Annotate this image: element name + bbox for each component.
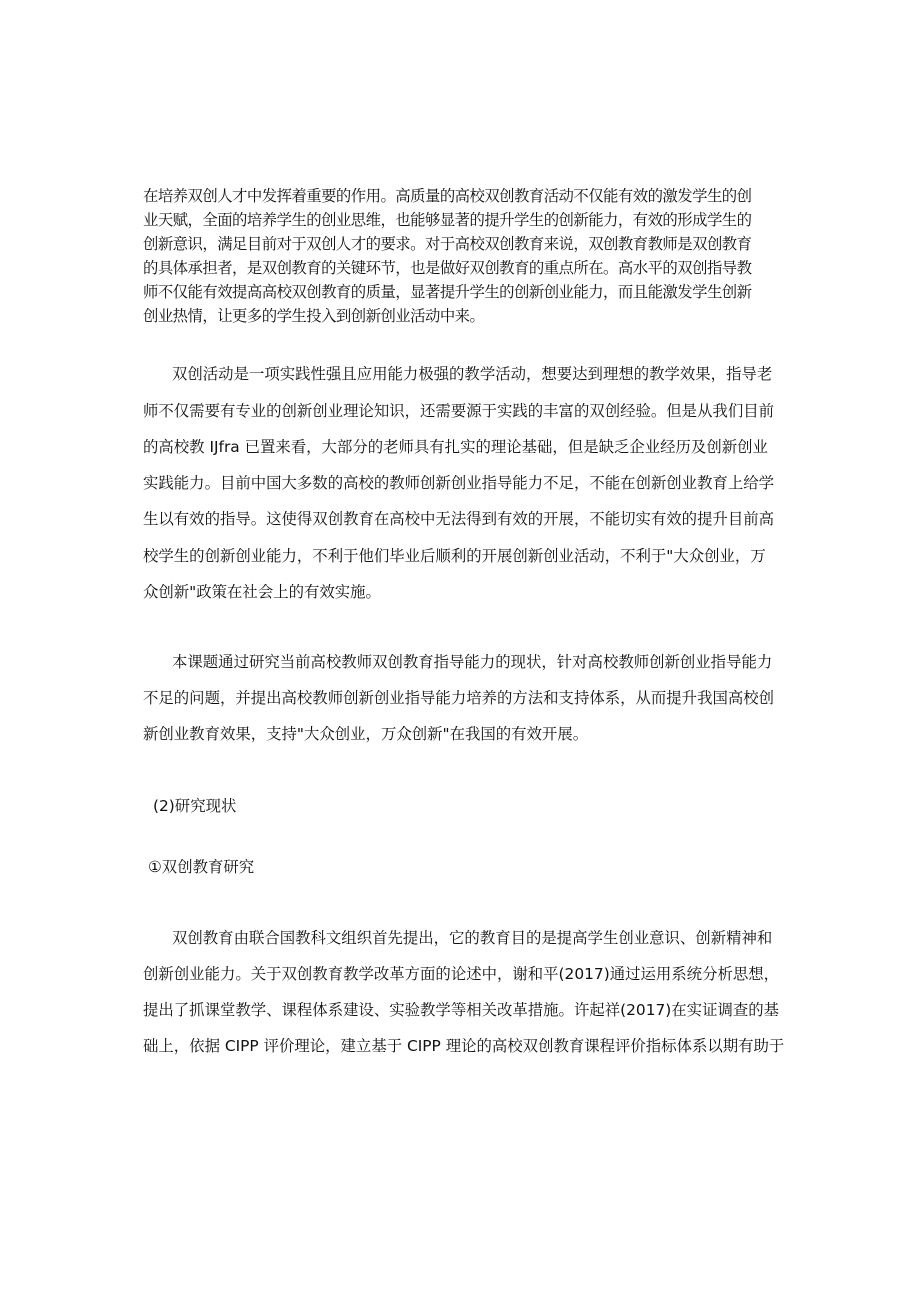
paragraph-line: 双创教育由联合国教科文组织首先提出，它的教育目的是提高学生创业意识、创新精神和 xyxy=(172,929,773,947)
paragraph-line: 双创活动是一项实践性强且应用能力极强的教学活动，想要达到理想的教学效果，指导老 xyxy=(172,365,773,383)
paragraph-line: 不足的问题，并提出高校教师创新创业指导能力培养的方法和支持体系，从而提升我国高校创 xyxy=(143,689,775,707)
section-heading: (2)研究现状 xyxy=(153,797,237,815)
paragraph-line: 生以有效的指导。这使得双创教育在高校中无法得到有效的开展，不能切实有效的提升目前高 xyxy=(143,510,775,528)
paragraph-line: 师不仅需要有专业的创新创业理论知识，还需要源于实践的丰富的双创经验。但是从我们目前 xyxy=(143,402,775,420)
subsection-heading: ①双创教育研究 xyxy=(148,858,255,876)
paragraph-line: 业天赋，全面的培养学生的创业思维，也能够显著的提升学生的创新能力，有效的形成学生的 xyxy=(143,211,752,229)
paragraph-line: 众创新"政策在社会上的有效实施。 xyxy=(143,583,381,601)
paragraph-line: 创业热情，让更多的学生投入到创新创业活动中来。 xyxy=(143,307,485,325)
paragraph-line: 创新意识，满足目前对于双创人才的要求。对于高校双创教育来说，双创教育教师是双创教育 xyxy=(143,235,752,253)
paragraph-line: 提出了抓课堂教学、课程体系建设、实验教学等相关改革措施。许起祥(2017)在实证调查的基 xyxy=(143,1001,780,1019)
paragraph-line: 础上，依据 CIPP 评价理论，建立基于 CIPP 理论的高校双创教育课程评价指标体系以期有助于 xyxy=(143,1037,785,1055)
paragraph-line: 创新创业能力。关于双创教育教学改革方面的论述中，谢和平(2017)通过运用系统分析思想， xyxy=(143,965,780,983)
paragraph-line: 的具体承担者，是双创教育的关键环节，也是做好双创教育的重点所在。高水平的双创指导教 xyxy=(143,259,752,277)
paragraph-line: 校学生的创新创业能力，不利于他们毕业后顺利的开展创新创业活动，不利于"大众创业，万 xyxy=(143,547,766,565)
paragraph-line: 师不仅能有效提高高校双创教育的质量，显著提升学生的创新创业能力，而且能激发学生创新 xyxy=(143,283,752,301)
paragraph-line: 的高校教 IJfra 已置来看，大部分的老师具有扎实的理论基础，但是缺乏企业经历及创新创业 xyxy=(143,438,768,456)
paragraph-line: 在培养双创人才中发挥着重要的作用。高质量的高校双创教育活动不仅能有效的激发学生的创 xyxy=(143,187,752,205)
paragraph-line: 新创业教育效果，支持"大众创业，万众创新"在我国的有效开展。 xyxy=(143,725,589,743)
paragraph-line: 本课题通过研究当前高校教师双创教育指导能力的现状，针对高校教师创新创业指导能力 xyxy=(172,653,773,671)
paragraph-line: 实践能力。目前中国大多数的高校的教师创新创业指导能力不足，不能在创新创业教育上给学 xyxy=(143,474,775,492)
